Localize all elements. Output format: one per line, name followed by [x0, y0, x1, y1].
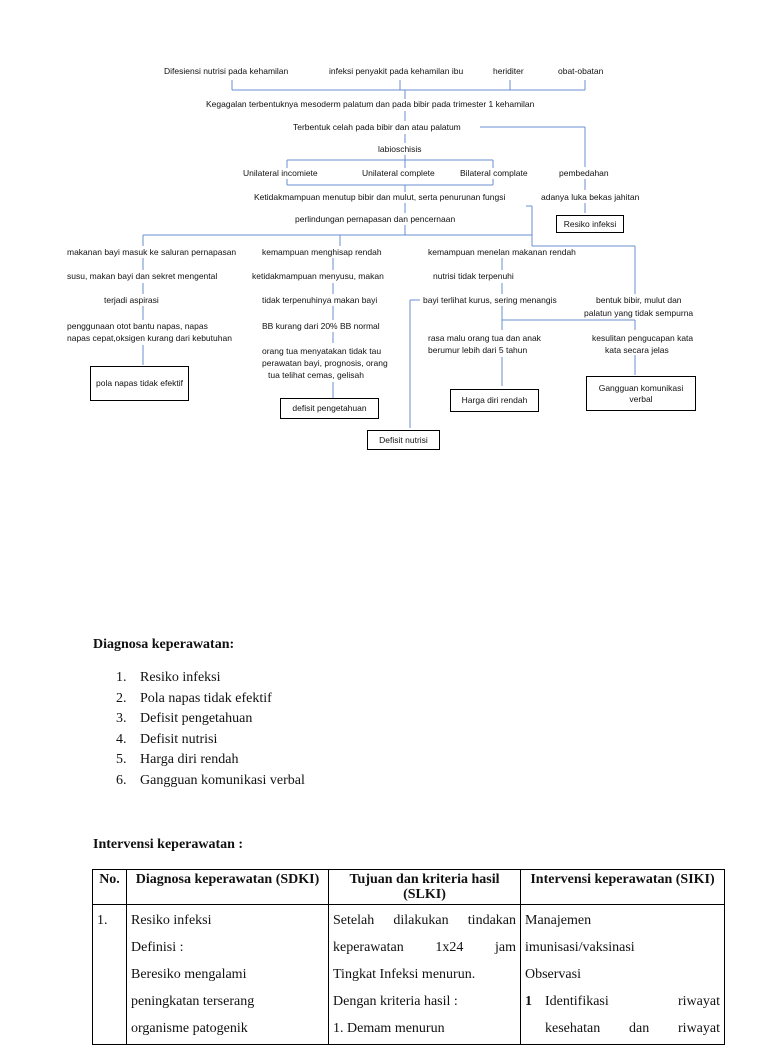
col2-step-5b: perawatan bayi, prognosis, orang: [262, 358, 388, 368]
col2-step-1: kemampuan menghisap rendah: [262, 247, 382, 257]
step-protection: perlindungan pernapasan dan pencernaan: [295, 214, 456, 224]
step-suture-wound: adanya luka bekas jahitan: [541, 192, 640, 202]
step-surgery: pembedahan: [559, 168, 609, 178]
col3-step-1: kemampuan menelan makanan rendah: [428, 247, 576, 257]
row-diagnosis: Resiko infeksi Definisi : Beresiko mengalami peningkatan terserang organisme patogenik: [127, 905, 329, 1045]
col3-step-4b: berumur lebih dari 5 tahun: [428, 345, 528, 355]
type-bilateral-complete: Bilateral complate: [460, 168, 528, 178]
col4-step-2a: kesulitan pengucapan kata: [592, 333, 694, 343]
row-interventions: Manajemen imunisasi/vaksinasi Observasi 1 Identifikasi riwayat kesehatan dan riwayat: [521, 905, 725, 1045]
col4-step-1b: palatun yang tidak sempurna: [584, 308, 694, 318]
diagnosis-box-breathing: pola napas tidak efektif: [90, 366, 189, 401]
diagnosa-item: 3. Defisit pengetahuan: [116, 711, 253, 726]
header-siki: Intervensi keperawatan (SIKI): [521, 870, 725, 905]
step-cleft-formed: Terbentuk celah pada bibir dan atau palatum: [293, 122, 461, 132]
row-no: 1.: [93, 905, 127, 1045]
diagnosa-item: 1. Resiko infeksi: [116, 670, 221, 685]
diagnosa-item: 6. Gangguan komunikasi verbal: [116, 772, 305, 788]
col2-step-5c: tua telihat cemas, gelisah: [268, 370, 364, 380]
row-goals: Setelah dilakukan tindakan keperawatan 1x24 jam Tingkat Infeksi menurun. Dengan kriteria hasil : 1. Demam menurun: [329, 905, 521, 1045]
diagnosis-box-infection-risk: Resiko infeksi: [556, 215, 624, 233]
diagnosa-item: 4. Defisit nutrisi: [116, 731, 218, 747]
diagnosa-list: [116, 668, 305, 791]
col1-step-4b: napas cepat,oksigen kurang dari kebutuhan: [67, 333, 232, 343]
col3-step-4a: rasa malu orang tua dan anak: [428, 333, 541, 343]
header-sdki: Diagnosa keperawatan (SDKI): [127, 870, 329, 905]
header-no: No.: [93, 870, 127, 905]
diagnosa-heading: Diagnosa keperawatan:: [93, 637, 235, 652]
col2-step-2: ketidakmampuan menyusu, makan: [252, 271, 384, 281]
cause-nutrition: Difesiensi nutrisi pada kehamilan: [164, 66, 289, 76]
diagnosa-item: 2. Pola napas tidak efektif: [116, 690, 272, 706]
step-inability: Ketidakmampuan menutup bibir dan mulut, serta penurunan fungsi: [254, 192, 506, 202]
step-mesoderm-failure: Kegagalan terbentuknya mesoderm palatum dan pada bibir pada trimester 1 kehamilan: [206, 99, 535, 109]
intervensi-table: [92, 869, 725, 1045]
diagnosa-item: 5. Harga diri rendah: [116, 752, 239, 767]
type-unilateral-incomplete: Unilateral incomiete: [243, 168, 318, 178]
col1-step-2: susu, makan bayi dan sekret mengental: [67, 271, 218, 281]
col2-step-4: BB kurang dari 20% BB normal: [262, 321, 380, 331]
type-unilateral-complete: Unilateral complete: [362, 168, 435, 178]
diagnosis-box-nutrition: Defisit nutrisi: [367, 430, 440, 450]
col1-step-4a: penggunaan otot bantu napas, napas: [67, 321, 208, 331]
diagnosis-box-self-esteem: Harga diri rendah: [450, 389, 539, 412]
col4-step-1a: bentuk bibir, mulut dan: [596, 295, 682, 305]
intervensi-heading: Intervensi keperawatan :: [93, 837, 244, 852]
col3-step-3: bayi terlihat kurus, sering menangis: [423, 295, 557, 305]
cause-drugs: obat-obatan: [558, 66, 604, 76]
table-header-row: [93, 870, 725, 905]
step-labioschisis: labioschisis: [378, 144, 422, 154]
col2-step-3: tidak terpenuhinya makan bayi: [262, 295, 378, 305]
col1-step-3: terjadi aspirasi: [104, 295, 159, 305]
col2-step-5a: orang tua menyatakan tidak tau: [262, 346, 382, 356]
col3-step-2: nutrisi tidak terpenuhi: [433, 271, 514, 281]
cause-infection: infeksi penyakit pada kehamilan ibu: [329, 66, 464, 76]
cause-heredity: heriditer: [493, 66, 524, 76]
header-slki: Tujuan dan kriteria hasil (SLKI): [329, 870, 521, 905]
col4-step-2b: kata secara jelas: [605, 345, 669, 355]
diagnosis-box-communication: Gangguan komunikasi verbal: [586, 376, 696, 411]
diagnosis-box-knowledge: defisit pengetahuan: [280, 398, 379, 419]
col1-step-1: makanan bayi masuk ke saluran pernapasan: [67, 247, 237, 257]
